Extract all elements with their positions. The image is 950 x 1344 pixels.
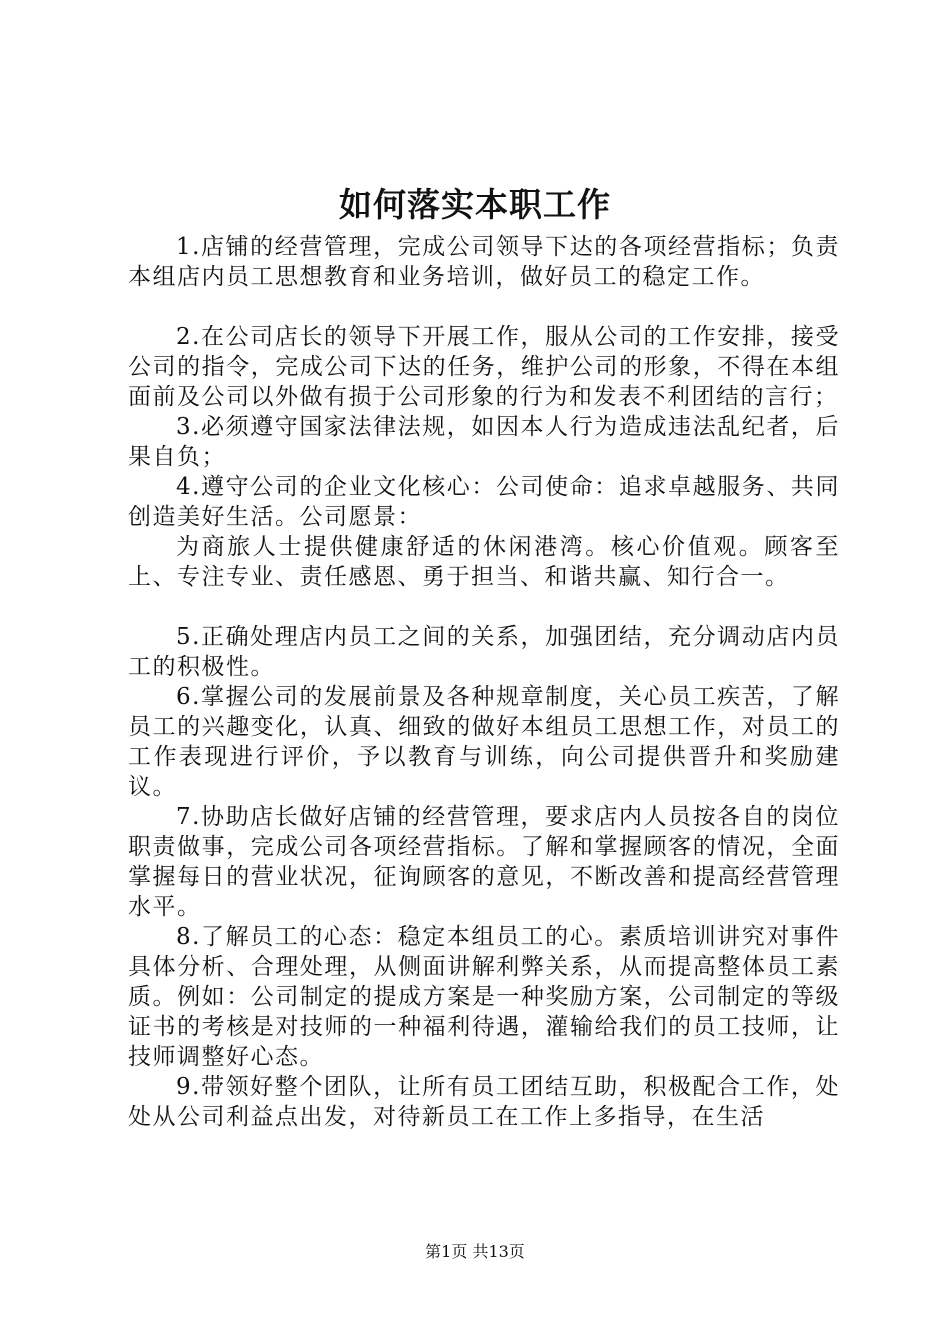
paragraph-2: 2.在公司店长的领导下开展工作，服从公司的工作安排，接受公司的指令，完成公司下达的任务，维护公司的形象，不得在本组面前及公司以外做有损于公司形象的行为和发表不利团结的言行； <box>128 324 840 410</box>
paragraph-4-continued: 为商旅人士提供健康舒适的休闲港湾。核心价值观。顾客至上、专注专业、责任感恩、勇于担当、和谐共赢、知行合一。 <box>128 534 840 590</box>
paragraph-7: 7.协助店长做好店铺的经营管理，要求店内人员按各自的岗位职责做事，完成公司各项经营指标。了解和掌握顾客的情况，全面掌握每日的营业状况，征询顾客的意见，不断改善和提高经营管理水平。 <box>128 804 840 920</box>
paragraph-5: 5.正确处理店内员工之间的关系，加强团结，充分调动店内员工的积极性。 <box>128 624 840 680</box>
document-body <box>128 232 840 1132</box>
paragraph-3: 3.必须遵守国家法律法规，如因本人行为造成违法乱纪者，后果自负； <box>128 414 840 470</box>
paragraph-9: 9.带领好整个团队，让所有员工团结互助，积极配合工作，处处从公司利益点出发，对待新员工在工作上多指导，在生活 <box>128 1074 840 1130</box>
paragraph-4: 4.遵守公司的企业文化核心：公司使命：追求卓越服务、共同创造美好生活。公司愿景： <box>128 474 840 530</box>
paragraph-6: 6.掌握公司的发展前景及各种规章制度，关心员工疾苦，了解员工的兴趣变化，认真、细致的做好本组员工思想工作，对员工的工作表现进行评价，予以教育与训练，向公司提供晋升和奖励建议。 <box>128 684 840 800</box>
page-number-footer: 第1页 共13页 <box>425 1242 525 1261</box>
paragraph-1: 1.店铺的经营管理，完成公司领导下达的各项经营指标；负责本组店内员工思想教育和业务培训，做好员工的稳定工作。 <box>128 234 840 290</box>
document-title: 如何落实本职工作 <box>339 185 611 224</box>
paragraph-8: 8.了解员工的心态：稳定本组员工的心。素质培训讲究对事件具体分析、合理处理，从侧面讲解利弊关系，从而提高整体员工素质。例如：公司制定的提成方案是一种奖励方案，公司制定的等级证书的考核是对技师的一种福利待遇，灌输给我们的员工技师，让技师调整好心态。 <box>128 924 840 1070</box>
